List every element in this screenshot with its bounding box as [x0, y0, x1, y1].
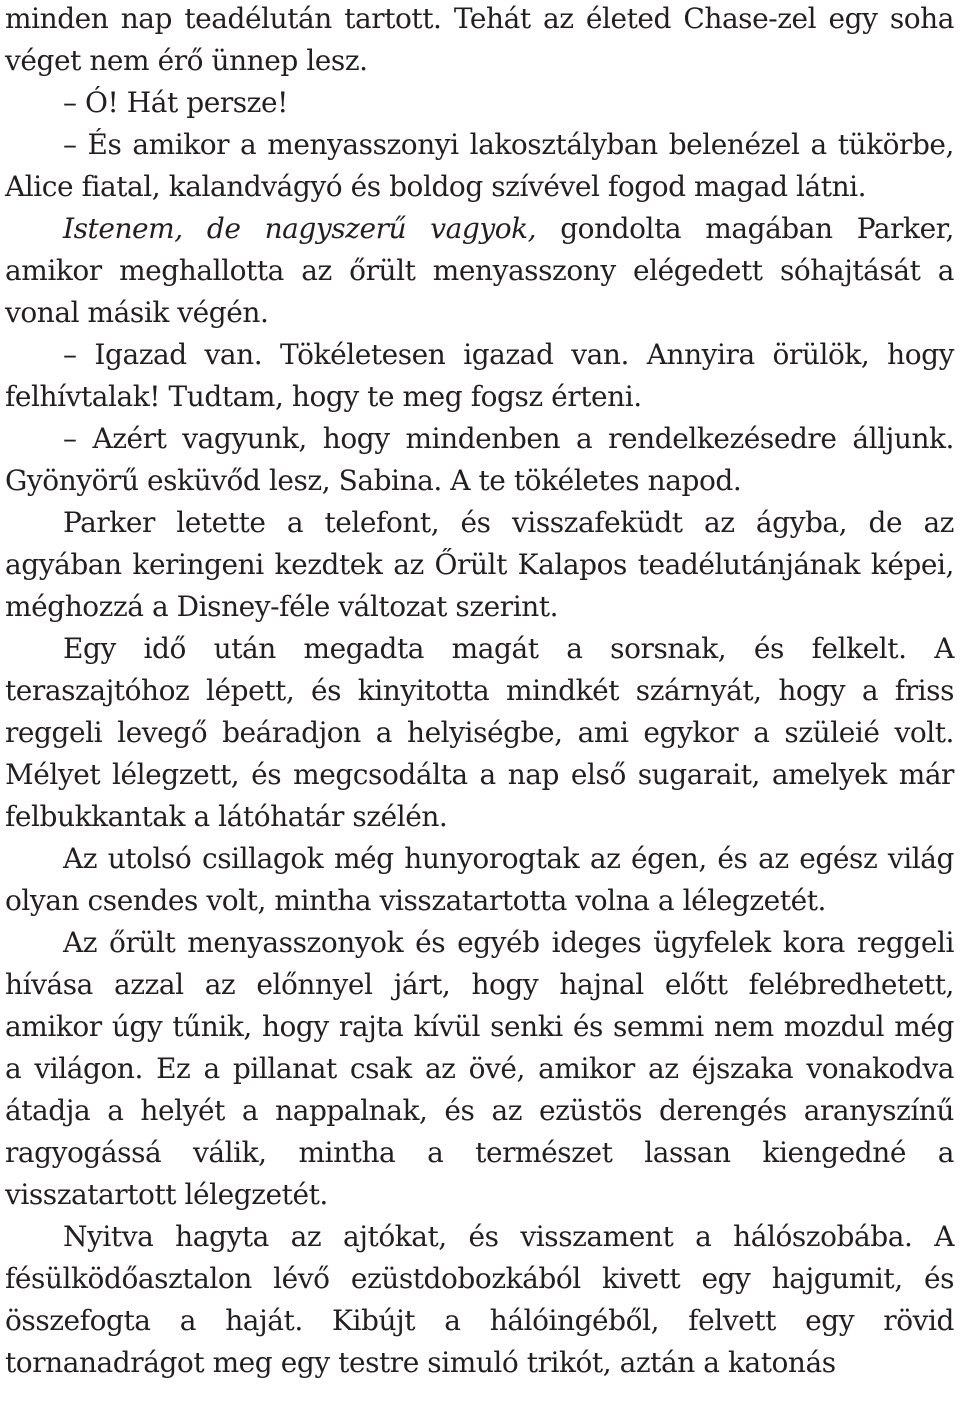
paragraph: Nyitva hagyta az ajtókat, és visszament a hálószobába. A fésülködőasztalon lévő ezüstdobozkából kivett egy hajgumit, és összefogta a haját. Kibújt a hálóingéből, felvett egy rövid tornanadrágot meg egy testre simuló trikót, aztán a katonás: [5, 1220, 954, 1379]
paragraph: Egy idő után megadta magát a sorsnak, és felkelt. A teraszajtóhoz lépett, és kinyitotta mindkét szárnyát, hogy a friss reggeli levegő beáradjon a helyiségbe, ami egykor a szüleié volt. Mélyet lélegzett, és megcsodálta a nap első sugarait, amelyek már felbukkantak a látóhatár szélén.: [5, 632, 954, 833]
paragraph: Az őrült menyasszonyok és egyéb ideges ügyfelek kora reggeli hívása azzal az előnnyel járt, hogy hajnal előtt felébredhetett, amikor úgy tűnik, hogy rajta kívül senki és semmi nem mozdul még a világon. Ez a pillanat csak az övé, amikor az éjszaka vonakodva átadja a helyét a nappalnak, és az ezüstös derengés aranyszínű ragyogássá válik, mintha a természet lassan kiengedné a visszatartott lélegzetét.: [5, 926, 954, 1211]
paragraph: [5, 208, 954, 334]
paragraph-text: gondolta magában Parker, amikor meghallotta az őrült menyasszony elégedett sóhajtását a vonal másik végén.: [5, 212, 954, 329]
paragraph: Az utolsó csillagok még hunyorogtak az égen, és az egész világ olyan csendes volt, mintha visszatartotta volna a lélegzetét.: [5, 842, 954, 917]
dialogue-line: – Ó! Hát persze!: [63, 86, 288, 119]
paragraph: Parker letette a telefont, és visszafeküdt az ágyba, de az agyában keringeni kezdtek az Őrült Kalapos teadélutánjának képei, méghozzá a Disney-féle változat szerint.: [5, 506, 954, 623]
dialogue-line: – Azért vagyunk, hogy mindenben a rendelkezésedre álljunk. Gyönyörű esküvőd lesz, Sabina. A te tökéletes napod.: [5, 422, 954, 497]
paragraph: minden nap teadélután tartott. Tehát az életed Chase-zel egy soha véget nem érő ünnep lesz.: [5, 2, 954, 77]
dialogue-line: – És amikor a menyasszonyi lakosztályban belenézel a tükörbe, Alice fiatal, kalandvágyó és boldog szívével fogod magad látni.: [5, 128, 954, 203]
dialogue-line: – Igazad van. Tökéletesen igazad van. Annyira örülök, hogy felhívtalak! Tudtam, hogy te meg fogsz érteni.: [5, 338, 954, 413]
italic-thought: Istenem, de nagyszerű vagyok,: [63, 212, 537, 245]
